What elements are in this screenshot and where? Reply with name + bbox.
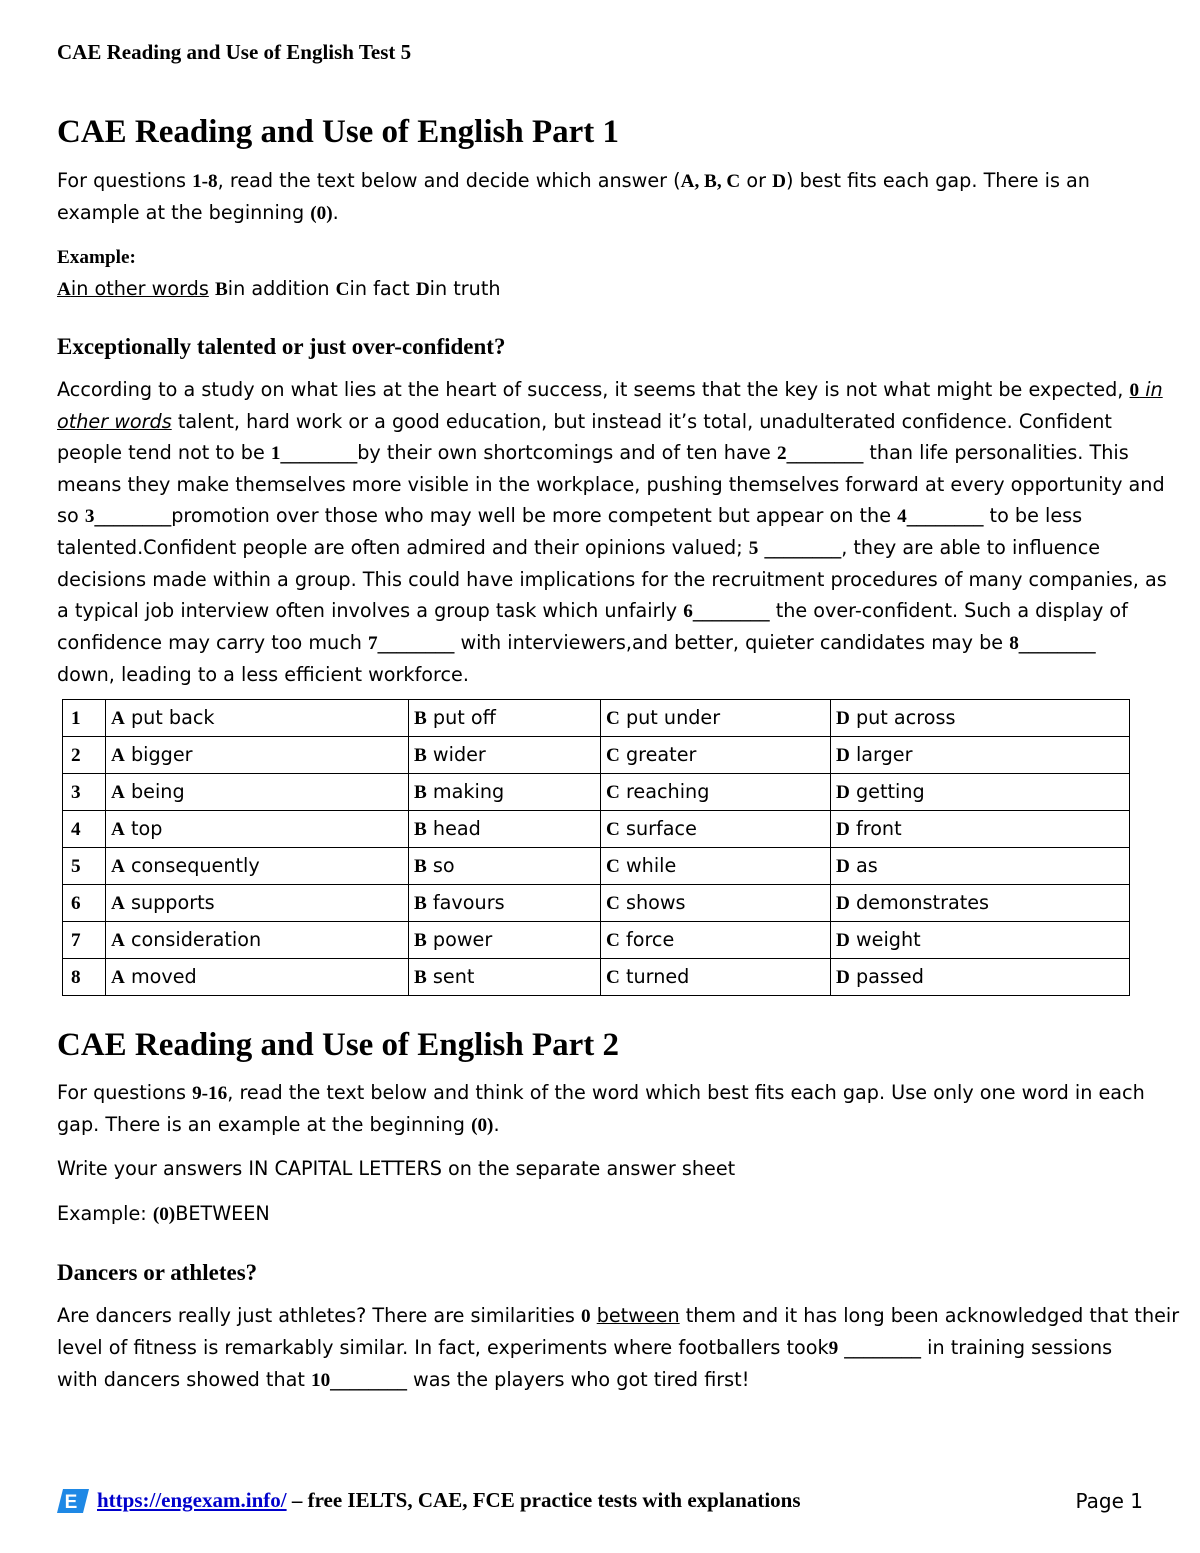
option-letter: B — [414, 708, 427, 729]
option-text: supports — [130, 891, 215, 914]
option-cell-c — [601, 774, 831, 811]
question-number: 8 — [63, 959, 106, 996]
option-row — [63, 848, 1130, 885]
option-row — [63, 700, 1130, 737]
option-text: weight — [855, 928, 921, 951]
option-letter: D — [836, 782, 850, 803]
page-footer — [57, 1486, 1147, 1518]
option-text: front — [855, 817, 902, 840]
option-cell-c — [601, 922, 831, 959]
option-letter: C — [606, 708, 620, 729]
part2-example: Example: (0)BETWEEN — [57, 1202, 270, 1225]
logo-letter: E — [64, 1492, 78, 1513]
question-number: 4 — [63, 811, 106, 848]
option-text: surface — [625, 817, 697, 840]
option-cell-b — [409, 811, 601, 848]
option-cell-c — [601, 959, 831, 996]
option-text: turned — [625, 965, 690, 988]
option-text: passed — [855, 965, 924, 988]
question-number: 1 — [63, 700, 106, 737]
option-cell-b — [409, 885, 601, 922]
option-cell-d — [831, 885, 1130, 922]
option-text: moved — [130, 965, 197, 988]
option-text: as — [855, 854, 878, 877]
option-cell-c — [601, 700, 831, 737]
option-letter: D — [836, 856, 850, 877]
option-letter: C — [606, 856, 620, 877]
part1-example — [57, 242, 1147, 305]
option-text: reaching — [625, 780, 710, 803]
option-cell-d — [831, 959, 1130, 996]
option-text: demonstrates — [855, 891, 990, 914]
option-text: head — [432, 817, 481, 840]
option-letter: B — [414, 967, 427, 988]
option-cell-d — [831, 811, 1130, 848]
option-letter: A — [111, 819, 125, 840]
option-letter: A — [111, 745, 125, 766]
option-cell-a — [106, 774, 409, 811]
option-letter: B — [414, 745, 427, 766]
option-letter: B — [414, 893, 427, 914]
option-text: so — [432, 854, 455, 877]
option-text: consideration — [130, 928, 262, 951]
option-letter: B — [414, 930, 427, 951]
option-text: getting — [855, 780, 925, 803]
part1-passage: According to a study on what lies at the heart of success, it seems that the key is not what might be expected, 0 in other words talent, hard work or a good education, but instead it’s total, unadulterated confidence. Confident people tend not to be 1________by their own shortcomings and of ten have 2________ than life personalities. This means they make themselves more visible in the workplace, pushing themselves forward at every opportunity and so 3________promotion over those who may well be more competent but appear on the 4________ to be less talented.Confident people are often admired and their opinions valued; 5 ________, they are able to influence decisions made within a group. This could have implications for the recruitment procedures of many companies, as a typical job interview often involves a group task which unfairly 6________ the over-confident. Such a display of confidence may carry too much 7________ with interviewers,and better, quieter candidates may be 8________ down, leading to a less efficient workforce. — [57, 378, 1167, 686]
option-cell-c — [601, 885, 831, 922]
option-row — [63, 737, 1130, 774]
option-cell-d — [831, 848, 1130, 885]
option-letter: D — [836, 708, 850, 729]
option-row — [63, 959, 1130, 996]
option-text: put back — [130, 706, 215, 729]
option-letter: D — [836, 745, 850, 766]
part1-instructions: For questions 1-8, read the text below and decide which answer (A, B, C or D) best fits each gap. There is an example at the beginning (0). — [57, 169, 1090, 224]
option-text: force — [625, 928, 675, 951]
option-text: put across — [855, 706, 956, 729]
option-row — [63, 922, 1130, 959]
option-letter: A — [111, 893, 125, 914]
option-letter: D — [836, 967, 850, 988]
option-text: consequently — [130, 854, 260, 877]
options-table — [62, 699, 1130, 996]
option-cell-b — [409, 774, 601, 811]
option-cell-a — [106, 922, 409, 959]
option-text: shows — [625, 891, 686, 914]
option-cell-b — [409, 700, 601, 737]
option-text: greater — [625, 743, 697, 766]
running-header: CAE Reading and Use of English Test 5 — [57, 40, 412, 64]
option-letter: B — [414, 782, 427, 803]
option-cell-a — [106, 737, 409, 774]
option-cell-a — [106, 848, 409, 885]
example-options: Ain other words Bin addition Cin fact Din truth — [57, 277, 501, 300]
option-text: put off — [432, 706, 496, 729]
option-cell-d — [831, 922, 1130, 959]
question-number: 3 — [63, 774, 106, 811]
option-text: larger — [855, 743, 913, 766]
option-letter: C — [606, 819, 620, 840]
option-letter: A — [111, 708, 125, 729]
part2-write-note: Write your answers IN CAPITAL LETTERS on the separate answer sheet — [57, 1157, 736, 1180]
option-letter: D — [836, 930, 850, 951]
option-letter: B — [414, 819, 427, 840]
question-number: 2 — [63, 737, 106, 774]
part2-text-title: Dancers or athletes? — [57, 1260, 258, 1285]
part2-passage: Are dancers really just athletes? There are similarities 0 between them and it has long been acknowledged that their level of fitness is remarkably similar. In fact, experiments where footballers took9 ________ in training sessions with dancers showed that 10________ was the players who got tired first! — [57, 1304, 1180, 1391]
option-row — [63, 885, 1130, 922]
option-letter: C — [606, 745, 620, 766]
option-text: sent — [432, 965, 475, 988]
footer-tagline: – free IELTS, CAE, FCE practice tests with explanations — [286, 1488, 801, 1512]
part2-instructions: For questions 9-16, read the text below and think of the word which best fits each gap. Use only one word in each gap. There is an example at the beginning (0). — [57, 1081, 1145, 1136]
footer-link[interactable]: https://engexam.info/ — [97, 1488, 287, 1512]
option-cell-c — [601, 811, 831, 848]
option-text: put under — [625, 706, 721, 729]
option-letter: D — [836, 893, 850, 914]
option-cell-a — [106, 811, 409, 848]
part1-title: CAE Reading and Use of English Part 1 — [57, 114, 619, 150]
option-letter: C — [606, 893, 620, 914]
part2-title: CAE Reading and Use of English Part 2 — [57, 1027, 619, 1063]
option-cell-c — [601, 848, 831, 885]
option-cell-a — [106, 700, 409, 737]
option-cell-d — [831, 774, 1130, 811]
option-cell-b — [409, 959, 601, 996]
option-text: while — [625, 854, 677, 877]
part1-text-title: Exceptionally talented or just over-confident? — [57, 334, 506, 359]
option-cell-c — [601, 737, 831, 774]
option-letter: A — [111, 856, 125, 877]
option-text: wider — [432, 743, 486, 766]
option-letter: C — [606, 782, 620, 803]
footer-text — [97, 1488, 801, 1513]
option-letter: A — [111, 782, 125, 803]
option-letter: A — [111, 967, 125, 988]
option-text: power — [432, 928, 493, 951]
option-text: making — [432, 780, 505, 803]
option-cell-d — [831, 737, 1130, 774]
option-letter: B — [414, 856, 427, 877]
option-text: bigger — [130, 743, 193, 766]
option-cell-b — [409, 737, 601, 774]
option-letter: A — [111, 930, 125, 951]
option-row — [63, 774, 1130, 811]
question-number: 6 — [63, 885, 106, 922]
engexam-logo-icon — [57, 1489, 89, 1513]
option-letter: C — [606, 930, 620, 951]
option-cell-a — [106, 959, 409, 996]
option-letter: D — [836, 819, 850, 840]
option-text: favours — [432, 891, 505, 914]
option-letter: C — [606, 967, 620, 988]
page-number: Page 1 — [1075, 1489, 1143, 1513]
option-cell-b — [409, 922, 601, 959]
option-text: top — [130, 817, 163, 840]
option-cell-b — [409, 848, 601, 885]
question-number: 7 — [63, 922, 106, 959]
option-cell-a — [106, 885, 409, 922]
question-number: 5 — [63, 848, 106, 885]
option-row — [63, 811, 1130, 848]
option-cell-d — [831, 700, 1130, 737]
option-text: being — [130, 780, 185, 803]
example-label: Example: — [57, 247, 136, 268]
